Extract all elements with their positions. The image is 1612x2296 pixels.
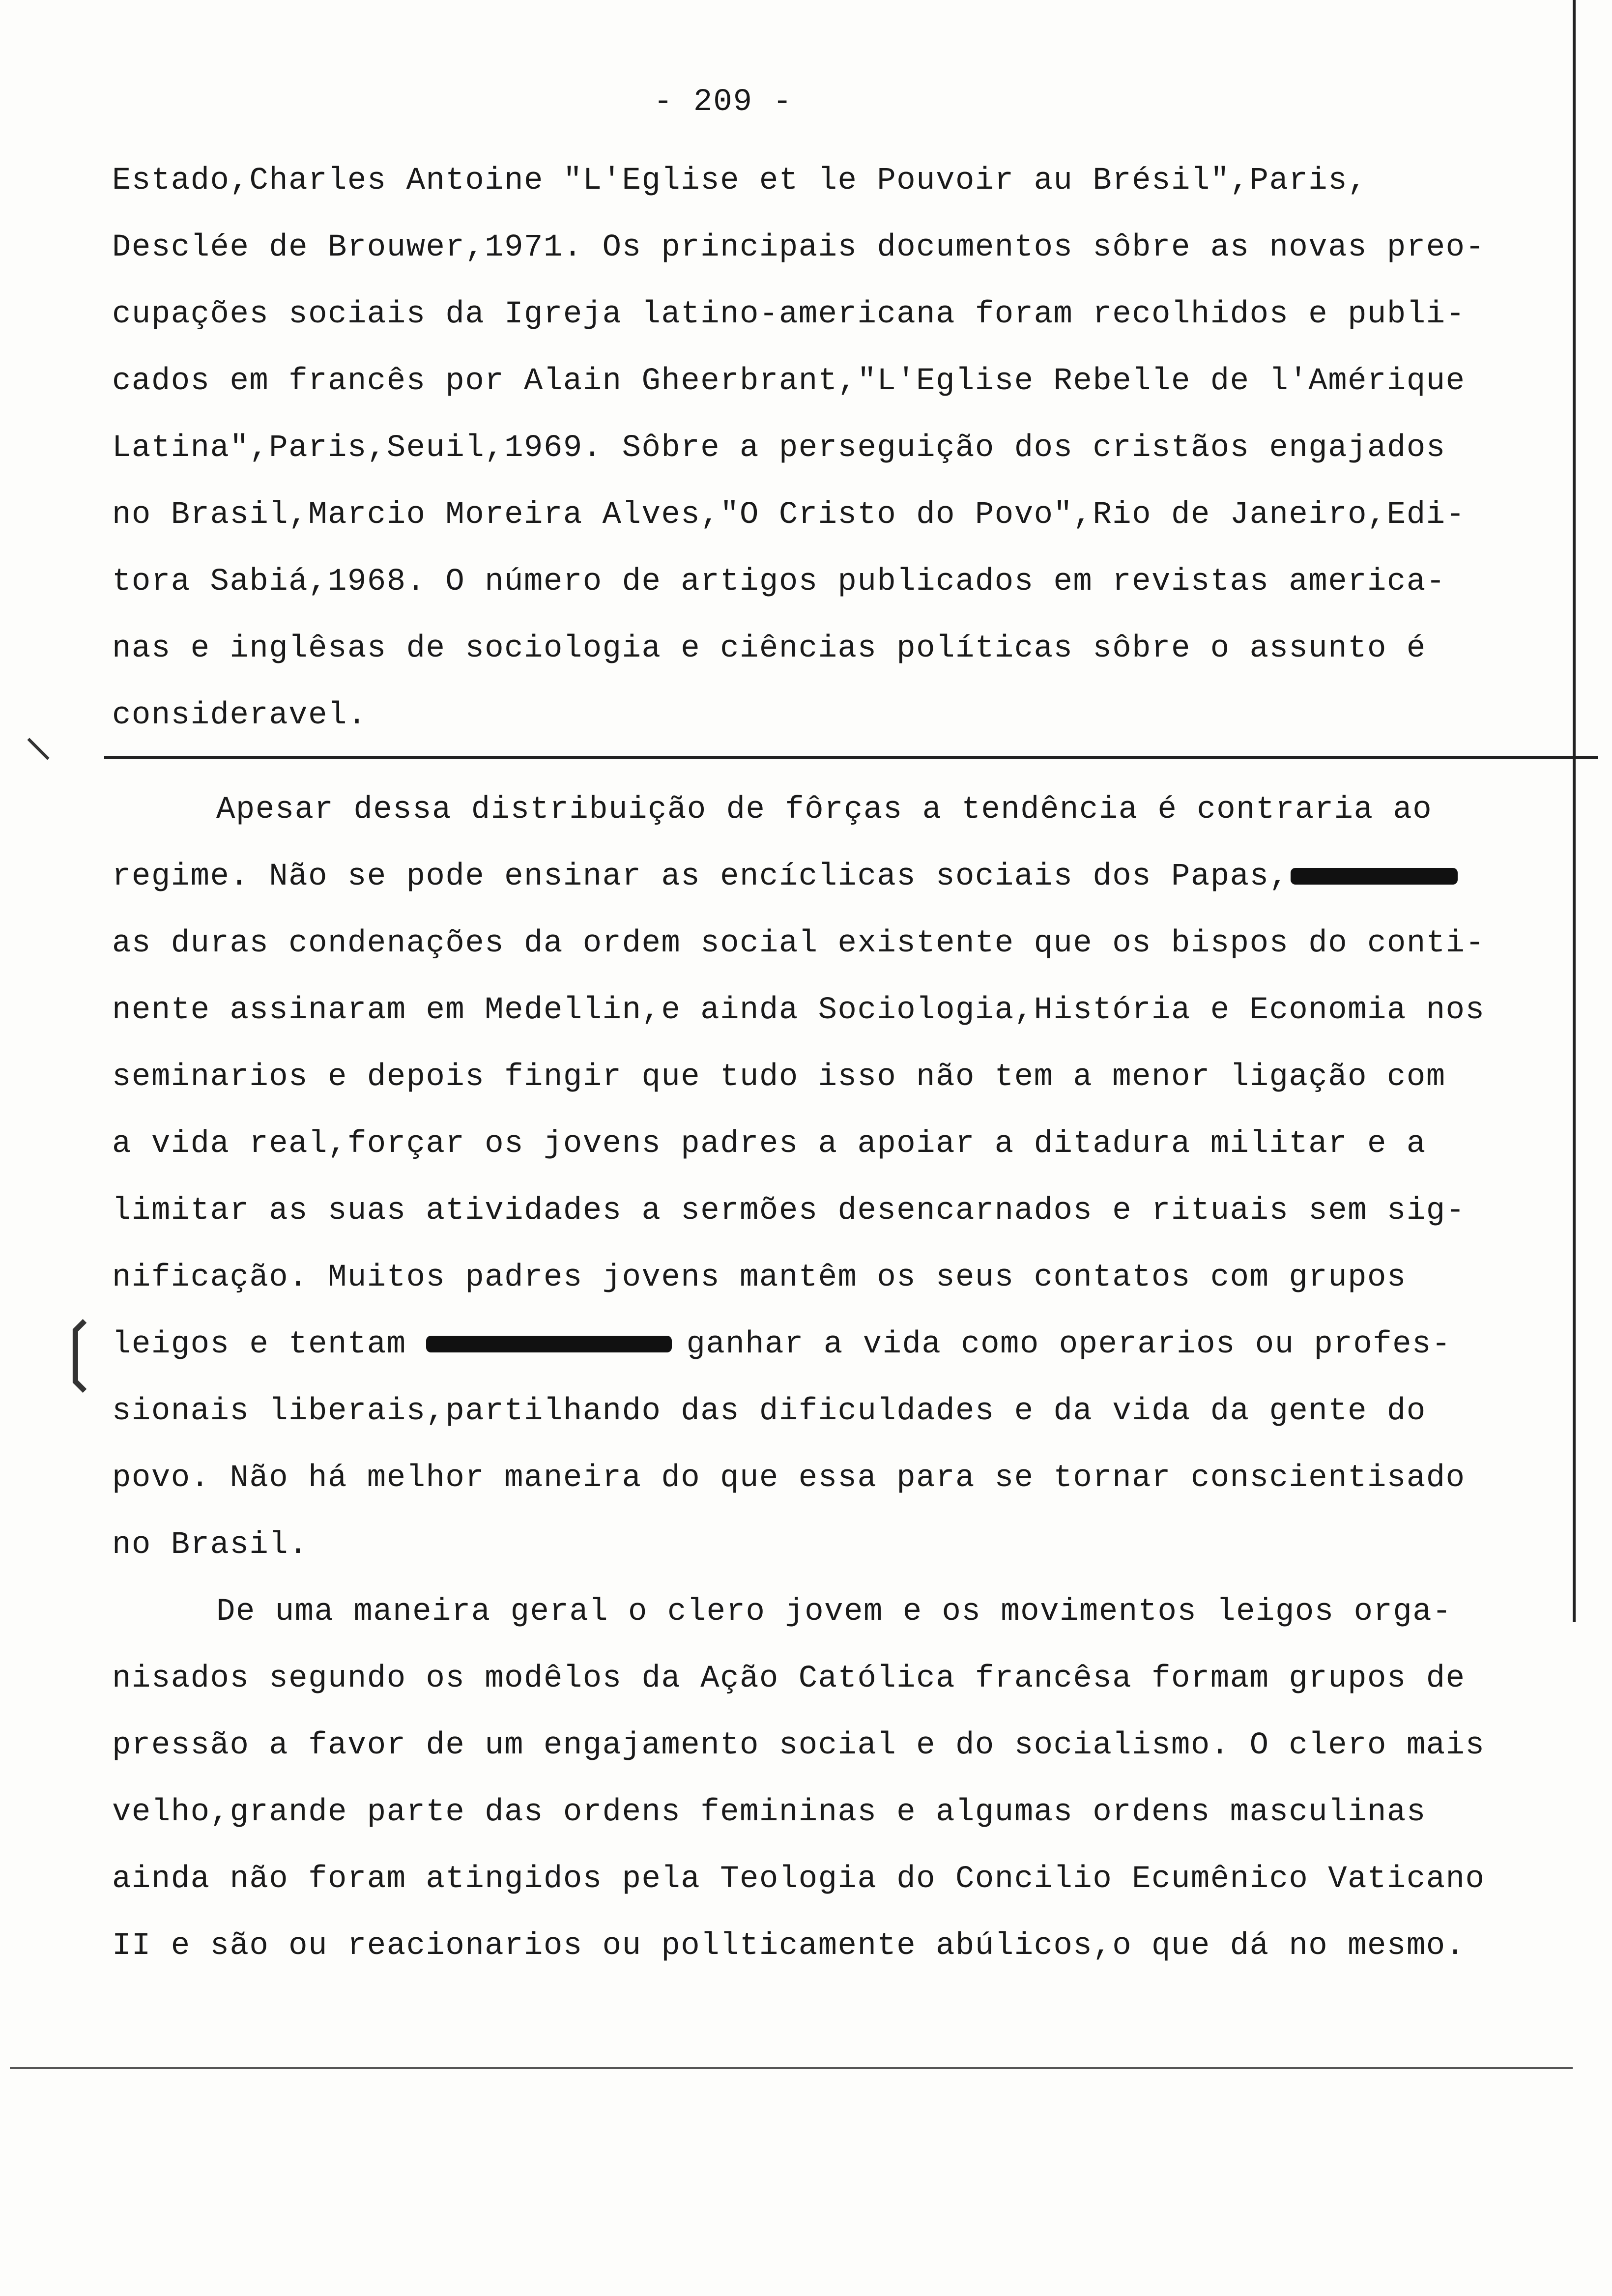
paragraph-line xyxy=(112,843,1557,910)
paragraph-line-text: ganhar a vida como operarios ou profes- xyxy=(686,1327,1451,1362)
paragraph-line: limitar as suas atividades a sermões desencarnados e rituais sem sig- xyxy=(112,1193,1466,1229)
paragraph-line: no Brasil. xyxy=(112,1527,309,1563)
separator-rule-upper xyxy=(104,756,1598,759)
footnote-line: cados em francês por Alain Gheerbrant,"L'Eglise Rebelle de l'Amérique xyxy=(112,364,1466,399)
paragraph-line: nente assinaram em Medellin,e ainda Sociologia,História e Economia nos xyxy=(112,993,1485,1028)
footnote-block xyxy=(112,147,1557,749)
page-number: - 209 - xyxy=(654,85,793,120)
footnote-line: Desclée de Brouwer,1971. Os principais documentos sôbre as novas preo- xyxy=(112,230,1485,265)
redaction-mark xyxy=(426,1336,672,1352)
paragraph-line-text: leigos e tentam xyxy=(112,1327,426,1362)
footnote-line: nas e inglêsas de sociologia e ciências políticas sôbre o assunto é xyxy=(112,631,1426,666)
redaction-mark xyxy=(1291,868,1458,885)
handwritten-mark-icon: ⸌ xyxy=(24,726,53,794)
paragraph-line xyxy=(112,1311,1557,1378)
paragraph-line: seminarios e depois fingir que tudo isso não tem a menor ligação com xyxy=(112,1060,1446,1095)
bracket-mark-icon: ❲ xyxy=(47,1307,109,1393)
paragraph-2 xyxy=(112,1578,1557,1980)
paragraph-1 xyxy=(112,776,1557,1578)
paragraph-line: pressão a favor de um engajamento social e do socialismo. O clero mais xyxy=(112,1728,1485,1763)
footnote-line: Latina",Paris,Seuil,1969. Sôbre a perseguição dos cristãos engajados xyxy=(112,430,1446,466)
main-text-block xyxy=(112,776,1557,1980)
footnote-line: no Brasil,Marcio Moreira Alves,"O Cristo do Povo",Rio de Janeiro,Edi- xyxy=(112,497,1466,533)
footnote-line: cupações sociais da Igreja latino-americana foram recolhidos e publi- xyxy=(112,297,1466,332)
footnote-line: consideravel. xyxy=(112,698,367,733)
paragraph-line: De uma maneira geral o clero jovem e os movimentos leigos orga- xyxy=(216,1594,1452,1630)
paragraph-line: Apesar dessa distribuição de fôrças a tendência é contraria ao xyxy=(216,792,1433,828)
footnote-line: tora Sabiá,1968. O número de artigos publicados em revistas america- xyxy=(112,564,1446,600)
footnote-line: Estado,Charles Antoine "L'Eglise et le Pouvoir au Brésil",Paris, xyxy=(112,163,1367,199)
paragraph-line: povo. Não há melhor maneira do que essa para se tornar conscientisado xyxy=(112,1461,1466,1496)
paragraph-line: nificação. Muitos padres jovens mantêm os seus contatos com grupos xyxy=(112,1260,1407,1295)
paragraph-line: a vida real,forçar os jovens padres a apoiar a ditadura militar e a xyxy=(112,1126,1426,1162)
paragraph-line: ainda não foram atingidos pela Teologia do Concilio Ecumênico Vaticano xyxy=(112,1862,1485,1897)
paragraph-line: velho,grande parte das ordens femininas e algumas ordens masculinas xyxy=(112,1795,1426,1830)
margin-rule-right xyxy=(1573,0,1576,1622)
paragraph-line: nisados segundo os modêlos da Ação Católica francêsa formam grupos de xyxy=(112,1661,1466,1696)
separator-rule-lower xyxy=(10,2067,1573,2069)
paragraph-line-text: regime. Não se pode ensinar as encíclicas sociais dos Papas, xyxy=(112,859,1289,894)
paragraph-line: II e são ou reacionarios ou pollticamente abúlicos,o que dá no mesmo. xyxy=(112,1928,1466,1964)
paragraph-line: sionais liberais,partilhando das dificuldades e da vida da gente do xyxy=(112,1394,1426,1429)
paragraph-line: as duras condenações da ordem social existente que os bispos do conti- xyxy=(112,926,1485,961)
